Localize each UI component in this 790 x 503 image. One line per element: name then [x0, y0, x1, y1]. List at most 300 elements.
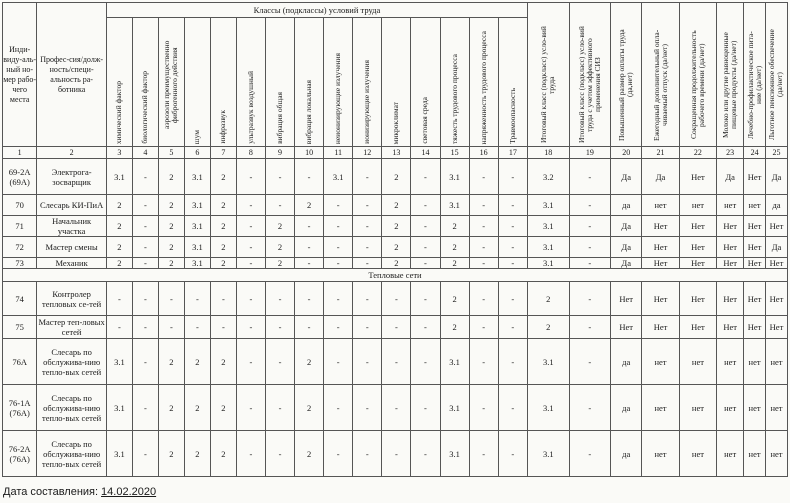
table-cell: 2	[382, 159, 411, 195]
table-cell: -	[324, 258, 353, 269]
table-cell: -	[569, 237, 611, 258]
table-cell: 3.1	[527, 258, 569, 269]
table-cell: Да	[611, 258, 642, 269]
column-number: 18	[527, 147, 569, 159]
header-factor: химический фактор	[106, 18, 132, 147]
table-cell: -	[382, 339, 411, 385]
table-cell: 2	[106, 237, 132, 258]
column-number: 11	[324, 147, 353, 159]
table-row	[3, 216, 788, 237]
table-cell: -	[498, 385, 527, 431]
profession-cell: Электрога-зосварщик	[37, 159, 107, 195]
header-factor: неионизирующие излучения	[324, 18, 353, 147]
workplace-id-cell: 75	[3, 316, 37, 339]
column-number: 8	[236, 147, 265, 159]
header-factor: тяжесть трудового процесса	[440, 18, 469, 147]
table-cell: Нет	[642, 316, 679, 339]
table-cell: -	[353, 195, 382, 216]
table-cell: -	[469, 195, 498, 216]
table-cell: -	[469, 316, 498, 339]
table-cell: Нет	[744, 159, 766, 195]
workplace-id-cell: 71	[3, 216, 37, 237]
table-cell: нет	[744, 339, 766, 385]
sout-table	[2, 2, 788, 477]
table-cell: -	[236, 237, 265, 258]
header-pay-increase: Повышенный размер оплаты труда (да,нет)	[611, 3, 642, 147]
table-cell: 2	[210, 258, 236, 269]
table-cell: -	[469, 385, 498, 431]
table-cell: нет	[642, 195, 679, 216]
table-cell: 3.1	[527, 339, 569, 385]
table-cell: Нет	[679, 216, 716, 237]
table-cell: -	[210, 316, 236, 339]
section-title: Тепловые сети	[3, 269, 788, 282]
table-cell: -	[106, 316, 132, 339]
column-number: 20	[611, 147, 642, 159]
table-cell: -	[158, 282, 184, 316]
table-cell: нет	[765, 431, 787, 477]
column-number: 23	[717, 147, 744, 159]
table-cell: -	[353, 385, 382, 431]
column-number: 16	[469, 147, 498, 159]
table-cell: 2	[106, 195, 132, 216]
workplace-id-cell: 74	[3, 282, 37, 316]
table-cell: 2	[158, 216, 184, 237]
table-cell: -	[236, 431, 265, 477]
table-cell: Нет	[642, 258, 679, 269]
table-cell: Нет	[679, 237, 716, 258]
table-cell: 2	[210, 216, 236, 237]
column-number: 10	[295, 147, 324, 159]
column-number: 14	[411, 147, 440, 159]
header-factor: световая среда	[411, 18, 440, 147]
table-cell: -	[265, 385, 294, 431]
table-cell: 2	[382, 216, 411, 237]
column-number: 13	[382, 147, 411, 159]
table-cell: -	[498, 237, 527, 258]
table-cell: 2	[440, 316, 469, 339]
table-cell: 2	[210, 431, 236, 477]
table-cell: -	[324, 431, 353, 477]
header-classes-group: Классы (подклассы) условий труда	[106, 3, 527, 18]
table-cell: 3.1	[527, 195, 569, 216]
table-row	[3, 316, 788, 339]
table-cell: -	[469, 258, 498, 269]
column-number: 19	[569, 147, 611, 159]
table-cell: да	[611, 339, 642, 385]
profession-cell: Мастер теп-ловых сетей	[38, 317, 105, 337]
profession-cell: Слесарь по обслужива-нию тепло-вых сетей	[37, 385, 107, 431]
table-cell: Нет	[679, 316, 716, 339]
table-cell: да	[611, 195, 642, 216]
header-pension: Льготное пенсионное обеспечение (да/нет)	[765, 3, 787, 147]
table-cell: -	[184, 316, 210, 339]
table-cell: -	[569, 282, 611, 316]
table-cell: -	[498, 431, 527, 477]
table-cell: -	[411, 237, 440, 258]
table-cell: -	[132, 282, 158, 316]
table-cell: -	[353, 237, 382, 258]
table-cell: 3.1	[106, 385, 132, 431]
table-cell: -	[498, 258, 527, 269]
table-cell: 3.1	[184, 258, 210, 269]
table-cell: -	[324, 316, 353, 339]
table-cell: 2	[158, 385, 184, 431]
header-factor: ионизирующие излучения	[353, 18, 382, 147]
table-cell: 2	[295, 339, 324, 385]
table-cell: -	[382, 316, 411, 339]
column-number: 5	[158, 147, 184, 159]
table-cell: -	[411, 258, 440, 269]
table-cell: Да	[717, 159, 744, 195]
table-cell: -	[569, 216, 611, 237]
table-cell: нет	[717, 385, 744, 431]
table-cell: -	[265, 282, 294, 316]
table-cell: -	[469, 339, 498, 385]
table-cell: 2	[158, 431, 184, 477]
table-cell: нет	[679, 431, 716, 477]
table-cell: Нет	[611, 282, 642, 316]
table-cell: -	[132, 385, 158, 431]
table-cell: -	[569, 258, 611, 269]
table-cell: -	[324, 237, 353, 258]
table-cell: Нет	[679, 282, 716, 316]
table-cell: 2	[210, 339, 236, 385]
table-cell: 3.1	[527, 216, 569, 237]
table-cell: 2	[265, 258, 294, 269]
table-cell: Нет	[717, 258, 744, 269]
profession-cell: Слесарь по обслужива-нию тепло-вых сетей	[37, 339, 107, 385]
table-cell: -	[132, 316, 158, 339]
table-row	[3, 339, 788, 385]
table-cell: нет	[744, 385, 766, 431]
table-cell: -	[411, 195, 440, 216]
table-cell: Нет	[717, 316, 744, 339]
workplace-id-cell: 76-2А (76А)	[3, 431, 37, 477]
table-row	[3, 159, 788, 195]
table-cell: -	[236, 282, 265, 316]
table-cell: -	[132, 258, 158, 269]
table-cell: -	[498, 195, 527, 216]
table-cell: нет	[717, 339, 744, 385]
table-cell: -	[324, 385, 353, 431]
table-cell: 3.1	[184, 237, 210, 258]
table-cell: 2	[158, 159, 184, 195]
table-row	[3, 282, 788, 316]
table-cell: -	[158, 316, 184, 339]
header-factor: вибрация общая	[265, 18, 294, 147]
table-cell: 2	[158, 258, 184, 269]
table-cell: да	[611, 431, 642, 477]
workplace-id-cell: 76А	[3, 339, 37, 385]
table-cell: -	[411, 159, 440, 195]
table-cell: -	[353, 258, 382, 269]
column-number: 12	[353, 147, 382, 159]
workplace-id-cell: 73	[3, 258, 37, 269]
table-cell: Нет	[611, 316, 642, 339]
table-cell: нет	[744, 431, 766, 477]
table-cell: -	[411, 282, 440, 316]
table-cell: 3.1	[184, 216, 210, 237]
table-cell: 3.1	[184, 195, 210, 216]
table-cell: 2	[184, 339, 210, 385]
table-cell: 2	[527, 282, 569, 316]
table-cell: -	[106, 282, 132, 316]
table-cell: 2	[295, 195, 324, 216]
table-cell: -	[265, 195, 294, 216]
workplace-id-cell: 70	[3, 195, 37, 216]
table-cell: -	[236, 195, 265, 216]
column-number: 2	[37, 147, 107, 159]
table-cell: -	[295, 258, 324, 269]
workplace-id-cell: 76-1А (76А)	[3, 385, 37, 431]
table-cell: -	[353, 316, 382, 339]
profession-cell: Механик	[37, 258, 107, 269]
table-cell: 3.1	[527, 237, 569, 258]
table-cell: -	[498, 339, 527, 385]
workplace-id-cell: 72	[3, 237, 37, 258]
table-cell: 2	[184, 385, 210, 431]
header-factor: напряженность трудового процесса	[469, 18, 498, 147]
table-cell: Нет	[642, 282, 679, 316]
table-cell: 2	[382, 237, 411, 258]
table-cell: -	[324, 282, 353, 316]
table-cell: -	[569, 159, 611, 195]
header-profession: Профес-сия/долж-ность/специ-альность ра-ботника	[37, 3, 107, 147]
header-factor: вибрация локальная	[295, 18, 324, 147]
table-cell: 3.1	[440, 339, 469, 385]
table-cell: Нет	[744, 216, 766, 237]
table-cell: Нет	[642, 216, 679, 237]
table-cell: Нет	[744, 316, 766, 339]
table-cell: 2	[210, 195, 236, 216]
table-cell: нет	[679, 385, 716, 431]
column-number: 21	[642, 147, 679, 159]
table-cell: -	[236, 216, 265, 237]
header-factor: ультразвук воздушный	[236, 18, 265, 147]
table-cell: Да	[642, 159, 679, 195]
table-cell: -	[236, 316, 265, 339]
table-cell: 2	[210, 159, 236, 195]
column-number: 1	[3, 147, 37, 159]
column-number: 17	[498, 147, 527, 159]
table-cell: -	[469, 237, 498, 258]
header-milk: Молоко или другие равноценные пищевые продукты (да/нет)	[717, 3, 744, 147]
table-cell: 2	[184, 431, 210, 477]
table-cell: 2	[295, 385, 324, 431]
table-cell: -	[411, 385, 440, 431]
table-cell: -	[469, 159, 498, 195]
table-cell: -	[469, 431, 498, 477]
table-cell: нет	[642, 431, 679, 477]
table-cell: нет	[642, 385, 679, 431]
table-cell: Нет	[717, 216, 744, 237]
table-cell: Нет	[642, 237, 679, 258]
table-row	[3, 258, 788, 269]
table-cell: -	[469, 282, 498, 316]
table-cell: нет	[765, 339, 787, 385]
table-cell: 2	[265, 237, 294, 258]
table-cell: 3.2	[527, 159, 569, 195]
table-cell: -	[236, 339, 265, 385]
table-cell: 3.1	[440, 431, 469, 477]
profession-cell: Контролер тепловых се-тей	[37, 282, 107, 316]
header-id: Инди-виду-аль-ный но-мер рабо-чего места	[3, 3, 37, 147]
table-cell: -	[265, 339, 294, 385]
table-cell: -	[132, 431, 158, 477]
table-cell: нет	[717, 195, 744, 216]
table-cell: -	[295, 316, 324, 339]
column-number-row	[3, 147, 788, 159]
table-cell: Да	[611, 159, 642, 195]
table-cell: -	[569, 195, 611, 216]
date-label: Дата составления:	[3, 486, 99, 498]
table-cell: 3.1	[440, 385, 469, 431]
table-cell: нет	[717, 431, 744, 477]
table-cell: -	[569, 385, 611, 431]
table-cell: 3.1	[106, 431, 132, 477]
table-cell: нет	[679, 195, 716, 216]
table-cell: -	[210, 282, 236, 316]
table-cell: Да	[765, 159, 787, 195]
table-cell: 2	[210, 237, 236, 258]
table-cell: -	[295, 159, 324, 195]
table-cell: -	[498, 159, 527, 195]
table-cell: Нет	[765, 258, 787, 269]
header-final-class: Итоговый класс (подкласс) усло-вий труда	[527, 3, 569, 147]
footer	[3, 486, 156, 498]
table-cell: нет	[642, 339, 679, 385]
table-cell: -	[382, 385, 411, 431]
table-cell: 3.1	[440, 195, 469, 216]
table-cell: 3.1	[527, 385, 569, 431]
table-cell: -	[236, 159, 265, 195]
table-cell: 2	[382, 195, 411, 216]
table-cell: Нет	[717, 237, 744, 258]
table-cell: -	[132, 237, 158, 258]
table-cell: 3.1	[440, 159, 469, 195]
header-factor: Травмоопасность	[498, 18, 527, 147]
table-cell: 2	[440, 237, 469, 258]
table-cell: -	[411, 431, 440, 477]
table-cell: 2	[440, 258, 469, 269]
table-cell: Нет	[744, 237, 766, 258]
table-cell: 2	[440, 216, 469, 237]
table-cell: 2	[295, 431, 324, 477]
table-cell: Да	[611, 237, 642, 258]
table-cell: -	[411, 339, 440, 385]
profession-cell: Слесарь КИ-ПиА	[37, 195, 107, 216]
table-cell: -	[569, 316, 611, 339]
column-number: 22	[679, 147, 716, 159]
table-cell: -	[498, 316, 527, 339]
header-reduced-hours: Сокращенная продолжительность рабочего времени (да/нет)	[679, 3, 716, 147]
table-row	[3, 385, 788, 431]
table-cell: Нет	[765, 216, 787, 237]
column-number: 24	[744, 147, 766, 159]
table-row	[3, 195, 788, 216]
table-cell: -	[353, 282, 382, 316]
table-cell: -	[324, 195, 353, 216]
table-cell: 2	[265, 216, 294, 237]
table-cell: -	[265, 431, 294, 477]
profession-cell: Начальник участка	[37, 216, 107, 237]
column-number: 7	[210, 147, 236, 159]
table-cell: 2	[106, 216, 132, 237]
table-cell: да	[765, 195, 787, 216]
table-cell: -	[411, 216, 440, 237]
column-number: 9	[265, 147, 294, 159]
table-cell: -	[132, 216, 158, 237]
header-factor: шум	[184, 18, 210, 147]
header-factor: биологический фактор	[132, 18, 158, 147]
header-therapeutic-food: Лечебно-профилактическое пита-ние (да/нет)	[744, 3, 766, 147]
table-cell: Нет	[765, 316, 787, 339]
table-cell: 3.1	[106, 159, 132, 195]
table-cell: -	[265, 316, 294, 339]
header-factor: микроклимат	[382, 18, 411, 147]
table-cell: -	[265, 159, 294, 195]
table-cell: -	[236, 385, 265, 431]
table-cell: 3.1	[324, 159, 353, 195]
table-cell: 2	[158, 195, 184, 216]
column-number: 15	[440, 147, 469, 159]
header-factor: аэрозоли преимущественно фиброгенного действия	[158, 18, 184, 147]
header-factor: инфразвук	[210, 18, 236, 147]
profession-cell: Мастер смены	[37, 237, 107, 258]
table-row	[3, 237, 788, 258]
table-cell: Нет	[717, 282, 744, 316]
table-cell: -	[469, 216, 498, 237]
header-final-class-siz: Итоговый класс (подкласс) усло-вий труда с учетом эффективного применения СИЗ	[569, 3, 611, 147]
table-cell: Нет	[744, 282, 766, 316]
table-cell: 3.1	[184, 159, 210, 195]
header-extra-vacation: Ежегодный дополнительный опла-чиваемый отпуск (да/нет)	[642, 3, 679, 147]
table-cell: нет	[744, 195, 766, 216]
column-number: 6	[184, 147, 210, 159]
table-cell: нет	[679, 339, 716, 385]
table-cell: -	[382, 282, 411, 316]
table-cell: 2	[158, 339, 184, 385]
table-cell: -	[324, 339, 353, 385]
table-cell: -	[132, 159, 158, 195]
table-cell: -	[295, 237, 324, 258]
table-cell: -	[353, 339, 382, 385]
table-cell: Нет	[765, 282, 787, 316]
table-cell: -	[132, 339, 158, 385]
table-cell: -	[498, 216, 527, 237]
table-cell: -	[569, 339, 611, 385]
table-cell: 2	[382, 258, 411, 269]
table-cell: 2	[210, 385, 236, 431]
table-cell: 2	[527, 316, 569, 339]
table-cell: Да	[765, 237, 787, 258]
workplace-id-cell: 69-2А (69А)	[3, 159, 37, 195]
table-cell: 3.1	[527, 431, 569, 477]
table-cell: -	[353, 431, 382, 477]
table-cell: -	[324, 216, 353, 237]
date-value: 14.02.2020	[101, 486, 157, 498]
table-cell: -	[498, 282, 527, 316]
table-cell: -	[236, 258, 265, 269]
column-number: 25	[765, 147, 787, 159]
table-cell: 3.1	[106, 339, 132, 385]
table-cell: Нет	[679, 159, 716, 195]
table-cell: -	[295, 282, 324, 316]
profession-cell: Слесарь по обслужива-нию тепло-вых сетей	[37, 431, 107, 477]
table-cell: Нет	[679, 258, 716, 269]
table-cell: -	[353, 216, 382, 237]
